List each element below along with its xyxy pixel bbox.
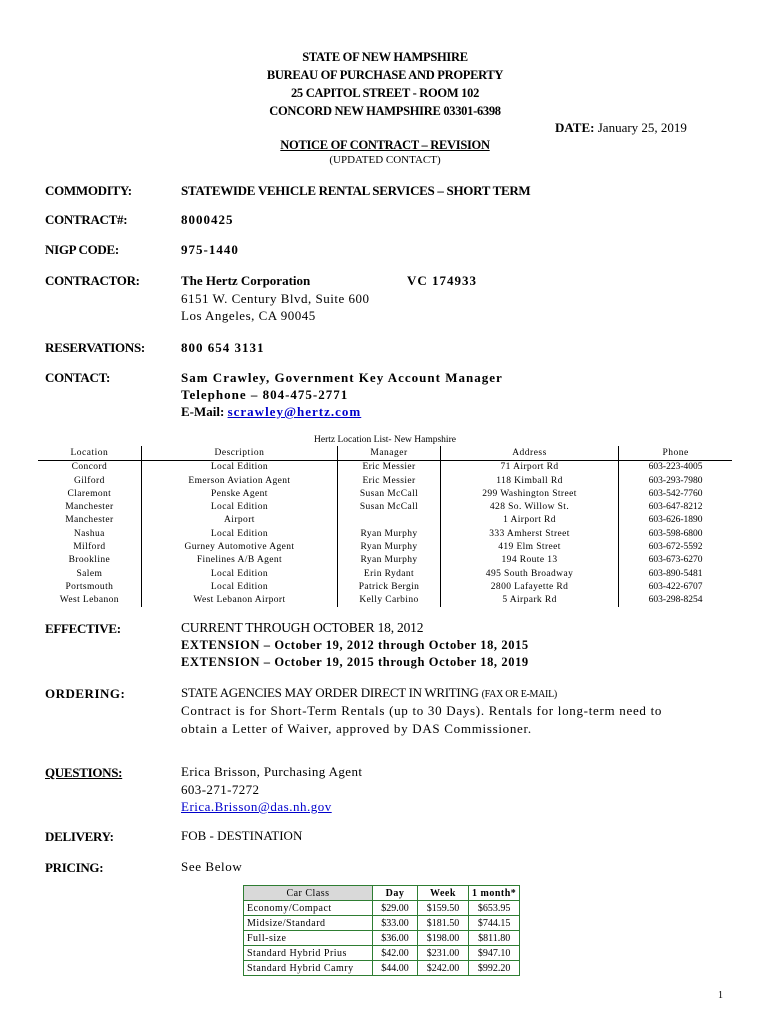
contact-label: CONTACT: <box>45 370 111 385</box>
manager-cell <box>338 514 441 527</box>
month-rate-cell: $653.95 <box>469 901 520 916</box>
phone-cell: 603-890-5481 <box>648 568 703 579</box>
month-rate-cell: $992.20 <box>469 961 520 976</box>
column-header-location: Location <box>38 446 141 460</box>
location-cell: Claremont <box>67 488 112 499</box>
pricing-row <box>244 961 520 976</box>
phone-cell: 603-542-7760 <box>648 488 703 499</box>
commodity-value: STATEWIDE VEHICLE RENTAL SERVICES – SHORT TERM <box>181 183 531 198</box>
description-cell: Emerson Aviation Agent <box>141 474 337 487</box>
column-header-address: Address <box>440 446 618 460</box>
description-cell: West Lebanon Airport <box>141 594 337 607</box>
effective-line-3: EXTENSION – October 19, 2015 through October 18, 2019 <box>181 655 529 669</box>
location-row <box>38 554 732 567</box>
contract-label: CONTRACT#: <box>45 212 128 227</box>
pricing-label: PRICING: <box>45 860 104 875</box>
header-line-1: STATE OF NEW HAMPSHIRE <box>302 50 468 64</box>
questions-phone: 603-271-7272 <box>181 782 260 797</box>
location-row <box>38 500 732 513</box>
phone-cell: 603-293-7980 <box>648 475 703 486</box>
location-cell: Manchester <box>65 502 114 513</box>
reservations-value: 800 654 3131 <box>181 340 265 355</box>
day-rate-cell: $33.00 <box>373 916 418 931</box>
column-header-day: Day <box>373 886 418 901</box>
phone-cell: 603-626-1890 <box>648 515 703 526</box>
phone-cell: 603-647-8212 <box>648 502 703 513</box>
day-rate-cell: $36.00 <box>373 931 418 946</box>
week-rate-cell: $231.00 <box>418 946 469 961</box>
car-class-cell: Standard Hybrid Prius <box>244 946 373 961</box>
week-rate-cell: $159.50 <box>418 901 469 916</box>
location-row <box>38 474 732 487</box>
ordering-line-1-main: STATE AGENCIES MAY ORDER DIRECT IN WRITING <box>181 685 479 700</box>
location-row <box>38 487 732 500</box>
address-cell: 495 South Broadway <box>440 567 618 580</box>
contract-value: 8000425 <box>181 212 234 227</box>
description-cell: Local Edition <box>141 460 337 474</box>
manager-cell: Ryan Murphy <box>360 528 418 539</box>
delivery-label: DELIVERY: <box>45 829 114 844</box>
location-cell: Portsmouth <box>65 581 114 592</box>
pricing-row <box>244 946 520 961</box>
address-cell: 71 Airport Rd <box>440 460 618 474</box>
effective-label: EFFECTIVE: <box>45 621 121 636</box>
column-header-month: 1 month* <box>469 886 520 901</box>
phone-cell: 603-223-4005 <box>648 462 703 473</box>
location-row <box>38 460 732 474</box>
column-header-phone: Phone <box>619 446 732 460</box>
car-class-cell: Standard Hybrid Camry <box>244 961 373 976</box>
location-cell: Milford <box>73 542 106 553</box>
location-table <box>38 432 732 607</box>
description-cell: Gurney Automotive Agent <box>141 540 337 553</box>
phone-cell: 603-422-6707 <box>648 581 703 592</box>
month-rate-cell: $811.80 <box>469 931 520 946</box>
contractor-label: CONTRACTOR: <box>45 273 140 288</box>
contractor-address-2: Los Angeles, CA 90045 <box>181 308 316 323</box>
day-rate-cell: $44.00 <box>373 961 418 976</box>
pricing-value: See Below <box>181 859 243 874</box>
location-row <box>38 527 732 540</box>
contractor-vc: VC 174933 <box>407 273 478 288</box>
week-rate-cell: $181.50 <box>418 916 469 931</box>
location-cell: Nashua <box>73 528 105 539</box>
day-rate-cell: $42.00 <box>373 946 418 961</box>
questions-email-link[interactable]: Erica.Brisson@das.nh.gov <box>181 799 332 814</box>
pricing-row <box>244 901 520 916</box>
manager-cell: Patrick Bergin <box>358 581 420 592</box>
delivery-value: FOB - DESTINATION <box>181 828 303 843</box>
ordering-label: ORDERING: <box>45 686 126 701</box>
manager-cell: Susan McCall <box>359 502 419 513</box>
address-cell: 333 Amherst Street <box>440 527 618 540</box>
header-line-3: 25 CAPITOL STREET - ROOM 102 <box>290 86 480 100</box>
description-cell: Local Edition <box>141 567 337 580</box>
header-line-2: BUREAU OF PURCHASE AND PROPERTY <box>266 68 504 82</box>
column-header-car-class: Car Class <box>244 886 373 901</box>
nigp-value: 975-1440 <box>181 242 239 257</box>
address-cell: 194 Route 13 <box>440 554 618 567</box>
description-cell: Local Edition <box>141 527 337 540</box>
ordering-line-1 <box>181 685 557 701</box>
contact-phone: Telephone – 804-475-2771 <box>181 387 349 402</box>
reservations-label: RESERVATIONS: <box>45 340 145 355</box>
manager-cell: Susan McCall <box>359 488 419 499</box>
address-cell: 428 So. Willow St. <box>440 500 618 513</box>
location-cell: Concord <box>71 462 108 473</box>
effective-line-2: EXTENSION – October 19, 2012 through October 18, 2015 <box>181 638 529 652</box>
pricing-row <box>244 931 520 946</box>
location-row <box>38 540 732 553</box>
location-cell: West Lebanon <box>59 595 119 606</box>
location-row <box>38 580 732 593</box>
location-row <box>38 514 732 527</box>
phone-cell: 603-598-6800 <box>648 528 703 539</box>
address-cell: 1 Airport Rd <box>440 514 618 527</box>
address-cell: 118 Kimball Rd <box>440 474 618 487</box>
location-cell: Manchester <box>65 515 114 526</box>
car-class-cell: Full-size <box>244 931 373 946</box>
questions-label: QUESTIONS: <box>45 765 123 780</box>
address-cell: 5 Airpark Rd <box>440 594 618 607</box>
location-table-header <box>38 446 732 460</box>
header-line-4: CONCORD NEW HAMPSHIRE 03301-6398 <box>269 104 501 118</box>
description-cell: Penske Agent <box>141 487 337 500</box>
page-number: 1 <box>718 990 723 1001</box>
week-rate-cell: $198.00 <box>418 931 469 946</box>
manager-cell: Erin Rydant <box>363 568 415 579</box>
description-cell: Local Edition <box>141 580 337 593</box>
location-row <box>38 594 732 607</box>
address-cell: 419 Elm Street <box>440 540 618 553</box>
manager-cell: Kelly Carbino <box>359 595 419 606</box>
nigp-label: NIGP CODE: <box>45 242 119 257</box>
column-header-description: Description <box>141 446 337 460</box>
manager-cell: Ryan Murphy <box>360 542 418 553</box>
contractor-address-1: 6151 W. Century Blvd, Suite 600 <box>181 291 370 306</box>
notice-subtitle: (UPDATED CONTACT) <box>329 154 441 166</box>
date-line <box>555 120 687 136</box>
location-cell: Brookline <box>68 555 111 566</box>
date-label: DATE: <box>555 120 595 135</box>
month-rate-cell: $947.10 <box>469 946 520 961</box>
phone-cell: 603-298-8254 <box>648 595 703 606</box>
contractor-name: The Hertz Corporation <box>181 273 311 288</box>
notice-title: NOTICE OF CONTRACT – REVISION <box>280 138 490 152</box>
questions-name: Erica Brisson, Purchasing Agent <box>181 764 363 779</box>
location-cell: Salem <box>76 568 103 579</box>
car-class-cell: Midsize/Standard <box>244 916 373 931</box>
commodity-label: COMMODITY: <box>45 183 132 198</box>
car-class-cell: Economy/Compact <box>244 901 373 916</box>
pricing-row <box>244 916 520 931</box>
contact-email-link[interactable]: scrawley@hertz.com <box>227 404 362 419</box>
manager-cell: Ryan Murphy <box>360 555 418 566</box>
date-value: January 25, 2019 <box>597 120 687 135</box>
ordering-line-1-small: (FAX OR E-MAIL) <box>481 689 557 700</box>
ordering-line-3: obtain a Letter of Waiver, approved by DAS Commissioner. <box>181 721 532 736</box>
description-cell: Local Edition <box>141 500 337 513</box>
contact-email-label: E-Mail: <box>181 404 225 419</box>
address-cell: 2800 Lafayette Rd <box>440 580 618 593</box>
manager-cell: Eric Messier <box>362 462 416 473</box>
location-table-body <box>38 460 732 607</box>
pricing-table-body <box>244 901 520 976</box>
address-cell: 299 Washington Street <box>440 487 618 500</box>
description-cell: Airport <box>141 514 337 527</box>
column-header-manager: Manager <box>338 446 441 460</box>
location-cell: Gilford <box>73 475 105 486</box>
contact-name: Sam Crawley, Government Key Account Manager <box>181 370 503 385</box>
location-row <box>38 567 732 580</box>
effective-line-1: CURRENT THROUGH OCTOBER 18, 2012 <box>181 620 424 635</box>
location-table-caption: Hertz Location List- New Hampshire <box>314 434 456 445</box>
day-rate-cell: $29.00 <box>373 901 418 916</box>
contact-email-line <box>181 404 361 420</box>
ordering-line-2: Contract is for Short-Term Rentals (up to 30 Days). Rentals for long-term need to <box>181 703 663 718</box>
pricing-table-header <box>244 886 520 901</box>
month-rate-cell: $744.15 <box>469 916 520 931</box>
pricing-table <box>243 885 520 976</box>
column-header-week: Week <box>418 886 469 901</box>
description-cell: Finelines A/B Agent <box>141 554 337 567</box>
week-rate-cell: $242.00 <box>418 961 469 976</box>
manager-cell: Eric Messier <box>362 475 416 486</box>
phone-cell: 603-673-6270 <box>648 555 703 566</box>
phone-cell: 603-672-5592 <box>648 542 703 553</box>
